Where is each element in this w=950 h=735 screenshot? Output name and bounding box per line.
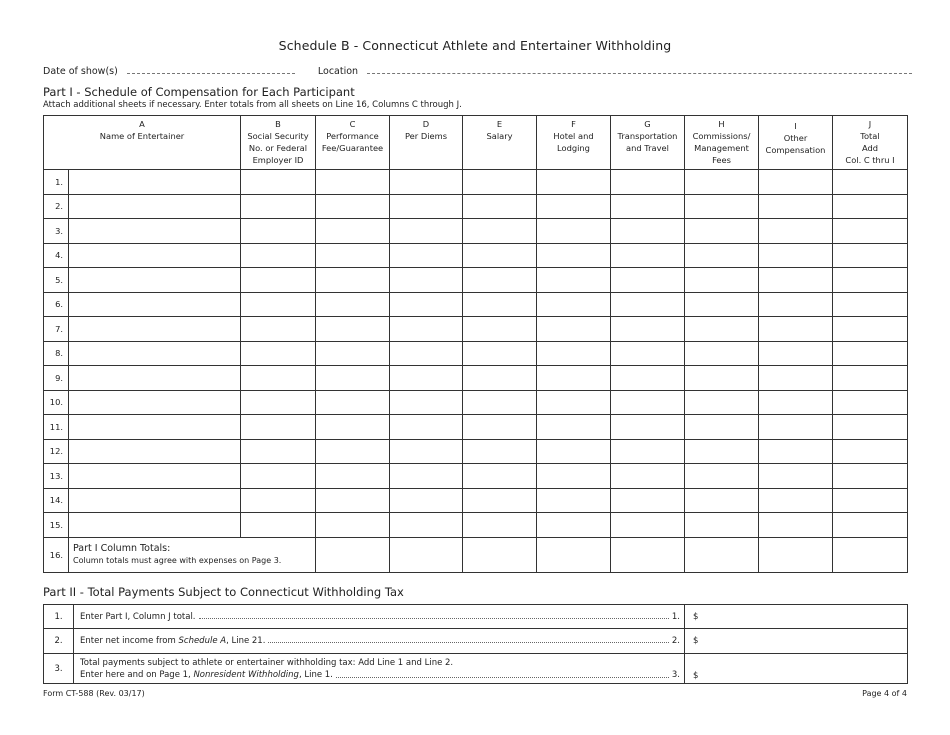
cell-d[interactable] xyxy=(390,366,463,391)
column-label: Transportation xyxy=(617,131,678,141)
cell-a[interactable] xyxy=(69,366,241,391)
cell-c[interactable] xyxy=(316,464,390,489)
part2-line-1 xyxy=(44,605,908,629)
cell-e[interactable] xyxy=(463,513,537,538)
column-label: No. or Federal xyxy=(248,143,308,153)
cell-d[interactable] xyxy=(390,513,463,538)
cell-h[interactable] xyxy=(685,439,759,464)
cell-e[interactable] xyxy=(463,194,537,219)
cell-j[interactable] xyxy=(833,243,908,268)
cell-b[interactable] xyxy=(241,317,316,342)
table-row xyxy=(44,366,908,391)
cell-f[interactable] xyxy=(537,439,611,464)
cell-a[interactable] xyxy=(69,317,241,342)
cell-j[interactable] xyxy=(833,366,908,391)
row-number: 1. xyxy=(44,170,69,195)
line-text: Enter here and on Page 1, xyxy=(80,669,194,680)
location-field[interactable] xyxy=(367,64,912,74)
column-header-f xyxy=(537,116,611,170)
column-label: Col. C thru I xyxy=(845,155,895,165)
cell-j[interactable] xyxy=(833,341,908,366)
line-text: Enter net income from xyxy=(80,636,179,646)
column-letter: I xyxy=(794,121,797,131)
line-text-emphasis: Nonresident Withholding xyxy=(193,669,299,680)
cell-c[interactable] xyxy=(316,219,390,244)
location-label: Location xyxy=(317,66,359,77)
cell-e[interactable] xyxy=(463,488,537,513)
cell-d[interactable] xyxy=(390,488,463,513)
cell-d[interactable] xyxy=(390,194,463,219)
cell-a[interactable] xyxy=(69,488,241,513)
cell-e[interactable] xyxy=(463,243,537,268)
row-number: 9. xyxy=(44,366,69,391)
cell-e[interactable] xyxy=(463,366,537,391)
table-row xyxy=(44,415,908,440)
cell-c[interactable] xyxy=(316,194,390,219)
cell-b[interactable] xyxy=(241,268,316,293)
cell-a[interactable] xyxy=(69,341,241,366)
total-cell-e[interactable] xyxy=(463,537,537,572)
cell-b[interactable] xyxy=(241,219,316,244)
column-label: Add xyxy=(861,143,879,153)
column-label: Management xyxy=(694,143,749,153)
cell-j[interactable] xyxy=(833,170,908,195)
line-number: 2. xyxy=(44,629,74,654)
table-row xyxy=(44,268,908,293)
column-label: Commissions/ xyxy=(692,131,751,141)
total-cell-h[interactable] xyxy=(685,537,759,572)
schedule-body xyxy=(44,170,908,573)
column-label: Other xyxy=(783,133,808,143)
column-letter: C xyxy=(349,119,356,129)
table-row xyxy=(44,464,908,489)
cell-h[interactable] xyxy=(685,415,759,440)
cell-d[interactable] xyxy=(390,243,463,268)
line-number: 1. xyxy=(44,605,74,629)
column-label: Lodging xyxy=(557,143,590,153)
table-row xyxy=(44,317,908,342)
cell-i[interactable] xyxy=(759,194,833,219)
cell-i[interactable] xyxy=(759,439,833,464)
cell-c[interactable] xyxy=(316,439,390,464)
total-cell-j[interactable] xyxy=(833,537,908,572)
column-header-i xyxy=(759,116,833,170)
column-header-h xyxy=(685,116,759,170)
cell-g[interactable] xyxy=(611,513,685,538)
cell-b[interactable] xyxy=(241,513,316,538)
totals-label-cell xyxy=(69,537,316,572)
cell-g[interactable] xyxy=(611,488,685,513)
line-text: Enter Part I, Column J total. xyxy=(80,611,196,622)
line-description xyxy=(74,629,685,654)
part1-title: Part I - Schedule of Compensation for Each Participant xyxy=(43,85,355,99)
cell-d[interactable] xyxy=(390,317,463,342)
cell-b[interactable] xyxy=(241,488,316,513)
table-row xyxy=(44,341,908,366)
column-header-b xyxy=(241,116,316,170)
cell-e[interactable] xyxy=(463,439,537,464)
column-label: Hotel and xyxy=(553,131,594,141)
cell-i[interactable] xyxy=(759,243,833,268)
column-letter: H xyxy=(718,119,725,129)
cell-f[interactable] xyxy=(537,243,611,268)
cell-e[interactable] xyxy=(463,390,537,415)
cell-c[interactable] xyxy=(316,415,390,440)
part2-table xyxy=(43,604,908,684)
cell-f[interactable] xyxy=(537,464,611,489)
cell-f[interactable] xyxy=(537,219,611,244)
form-number: Form CT-588 (Rev. 03/17) xyxy=(43,689,145,698)
cell-c[interactable] xyxy=(316,488,390,513)
column-header-a xyxy=(44,116,241,170)
column-letter: E xyxy=(496,119,503,129)
column-letter: D xyxy=(422,119,430,129)
cell-a[interactable] xyxy=(69,243,241,268)
row-number: 14. xyxy=(44,488,69,513)
row-number: 7. xyxy=(44,317,69,342)
cell-a[interactable] xyxy=(69,292,241,317)
total-cell-c[interactable] xyxy=(316,537,390,572)
line-description xyxy=(74,605,685,629)
table-row xyxy=(44,243,908,268)
page-number: Page 4 of 4 xyxy=(862,689,907,698)
table-row xyxy=(44,219,908,244)
column-label: Employer ID xyxy=(252,155,304,165)
column-header-e xyxy=(463,116,537,170)
cell-j[interactable] xyxy=(833,194,908,219)
cell-a[interactable] xyxy=(69,390,241,415)
date-of-shows-label: Date of show(s) xyxy=(43,66,118,77)
totals-note: Column totals must agree with expenses on Page 3. xyxy=(73,556,282,565)
cell-e[interactable] xyxy=(463,415,537,440)
cell-g[interactable] xyxy=(611,243,685,268)
table-row xyxy=(44,439,908,464)
show-info xyxy=(43,64,907,77)
cell-e[interactable] xyxy=(463,219,537,244)
part1-instructions: Attach additional sheets if necessary. Enter totals from all sheets on Line 16, Columns C through J. xyxy=(43,100,462,110)
cell-a[interactable] xyxy=(69,219,241,244)
totals-label: Part I Column Totals: xyxy=(73,543,171,554)
cell-d[interactable] xyxy=(390,170,463,195)
cell-i[interactable] xyxy=(759,317,833,342)
cell-f[interactable] xyxy=(537,268,611,293)
table-row xyxy=(44,513,908,538)
column-label: Performance xyxy=(326,131,379,141)
row-number: 10. xyxy=(44,390,69,415)
page-title: Schedule B - Connecticut Athlete and Entertainer Withholding xyxy=(278,38,672,53)
line-ref: 2. xyxy=(671,636,680,646)
column-header-j xyxy=(833,116,908,170)
cell-j[interactable] xyxy=(833,317,908,342)
cell-d[interactable] xyxy=(390,292,463,317)
cell-g[interactable] xyxy=(611,366,685,391)
cell-g[interactable] xyxy=(611,292,685,317)
row-number: 8. xyxy=(44,341,69,366)
cell-j[interactable] xyxy=(833,219,908,244)
total-cell-f[interactable] xyxy=(537,537,611,572)
column-label: Social Security xyxy=(247,131,309,141)
cell-j[interactable] xyxy=(833,268,908,293)
cell-b[interactable] xyxy=(241,243,316,268)
cell-c[interactable] xyxy=(316,341,390,366)
row-number: 15. xyxy=(44,513,69,538)
cell-e[interactable] xyxy=(463,464,537,489)
cell-g[interactable] xyxy=(611,194,685,219)
cell-i[interactable] xyxy=(759,390,833,415)
row-number: 16. xyxy=(44,537,69,572)
line-ref: 1. xyxy=(671,611,680,622)
column-letter: G xyxy=(644,119,651,129)
cell-e[interactable] xyxy=(463,170,537,195)
cell-e[interactable] xyxy=(463,341,537,366)
cell-e[interactable] xyxy=(463,292,537,317)
column-label: and Travel xyxy=(626,143,669,153)
column-label: Per Diems xyxy=(404,131,448,141)
cell-j[interactable] xyxy=(833,292,908,317)
cell-h[interactable] xyxy=(685,464,759,489)
cell-f[interactable] xyxy=(537,513,611,538)
line-text: Total payments subject to athlete or entertainer withholding tax: Add Line 1 and Line 2. xyxy=(80,657,454,668)
cell-b[interactable] xyxy=(241,194,316,219)
row-number: 2. xyxy=(44,194,69,219)
cell-a[interactable] xyxy=(69,194,241,219)
column-letter: J xyxy=(868,119,872,129)
line-3-amount[interactable]: $ xyxy=(685,654,908,684)
table-row xyxy=(44,194,908,219)
line-ref: 3. xyxy=(671,669,680,680)
cell-c[interactable] xyxy=(316,268,390,293)
cell-b[interactable] xyxy=(241,170,316,195)
cell-g[interactable] xyxy=(611,317,685,342)
cell-f[interactable] xyxy=(537,292,611,317)
total-cell-g[interactable] xyxy=(611,537,685,572)
cell-b[interactable] xyxy=(241,366,316,391)
row-number: 5. xyxy=(44,268,69,293)
cell-a[interactable] xyxy=(69,513,241,538)
cell-i[interactable] xyxy=(759,366,833,391)
part2-line-2 xyxy=(44,629,908,654)
column-label: Salary xyxy=(486,131,513,141)
cell-a[interactable] xyxy=(69,464,241,489)
cell-h[interactable] xyxy=(685,243,759,268)
cell-b[interactable] xyxy=(241,390,316,415)
cell-i[interactable] xyxy=(759,415,833,440)
column-letter: B xyxy=(275,119,281,129)
cell-j[interactable] xyxy=(833,464,908,489)
cell-a[interactable] xyxy=(69,170,241,195)
column-header-g xyxy=(611,116,685,170)
cell-e[interactable] xyxy=(463,268,537,293)
line-description xyxy=(74,654,685,684)
line-text: , Line 1. xyxy=(298,669,333,680)
line-2-amount[interactable]: $ xyxy=(685,629,908,654)
cell-g[interactable] xyxy=(611,219,685,244)
line-number: 3. xyxy=(44,654,74,684)
table-row xyxy=(44,292,908,317)
cell-i[interactable] xyxy=(759,513,833,538)
table-row xyxy=(44,488,908,513)
cell-d[interactable] xyxy=(390,439,463,464)
cell-g[interactable] xyxy=(611,170,685,195)
cell-b[interactable] xyxy=(241,415,316,440)
cell-f[interactable] xyxy=(537,390,611,415)
row-number: 12. xyxy=(44,439,69,464)
cell-i[interactable] xyxy=(759,268,833,293)
cell-d[interactable] xyxy=(390,464,463,489)
cell-g[interactable] xyxy=(611,390,685,415)
cell-h[interactable] xyxy=(685,317,759,342)
cell-j[interactable] xyxy=(833,513,908,538)
cell-b[interactable] xyxy=(241,464,316,489)
cell-d[interactable] xyxy=(390,390,463,415)
cell-e[interactable] xyxy=(463,317,537,342)
cell-h[interactable] xyxy=(685,292,759,317)
cell-g[interactable] xyxy=(611,268,685,293)
cell-g[interactable] xyxy=(611,439,685,464)
cell-j[interactable] xyxy=(833,439,908,464)
table-row xyxy=(44,390,908,415)
cell-f[interactable] xyxy=(537,317,611,342)
cell-c[interactable] xyxy=(316,390,390,415)
cell-c[interactable] xyxy=(316,317,390,342)
cell-h[interactable] xyxy=(685,219,759,244)
cell-h[interactable] xyxy=(685,194,759,219)
cell-f[interactable] xyxy=(537,170,611,195)
row-number: 3. xyxy=(44,219,69,244)
column-header-d xyxy=(390,116,463,170)
table-row xyxy=(44,170,908,195)
line-1-amount[interactable]: $ xyxy=(685,605,908,629)
cell-g[interactable] xyxy=(611,464,685,489)
cell-h[interactable] xyxy=(685,366,759,391)
cell-f[interactable] xyxy=(537,341,611,366)
cell-a[interactable] xyxy=(69,415,241,440)
column-header-c xyxy=(316,116,390,170)
column-label: Fees xyxy=(712,155,731,165)
column-label: Total xyxy=(860,131,880,141)
cell-d[interactable] xyxy=(390,341,463,366)
column-label: Name of Entertainer xyxy=(99,131,185,141)
part2-title: Part II - Total Payments Subject to Connecticut Withholding Tax xyxy=(43,585,404,599)
line-text: , Line 21. xyxy=(226,636,266,646)
column-totals-row xyxy=(44,537,908,572)
row-number: 11. xyxy=(44,415,69,440)
cell-h[interactable] xyxy=(685,513,759,538)
cell-a[interactable] xyxy=(69,268,241,293)
cell-d[interactable] xyxy=(390,219,463,244)
cell-f[interactable] xyxy=(537,488,611,513)
row-number: 4. xyxy=(44,243,69,268)
column-label: Compensation xyxy=(765,145,826,155)
cell-i[interactable] xyxy=(759,488,833,513)
cell-c[interactable] xyxy=(316,170,390,195)
cell-i[interactable] xyxy=(759,170,833,195)
cell-c[interactable] xyxy=(316,366,390,391)
cell-g[interactable] xyxy=(611,341,685,366)
cell-i[interactable] xyxy=(759,341,833,366)
column-label: Fee/Guarantee xyxy=(321,143,384,153)
compensation-schedule-table xyxy=(43,115,908,573)
cell-i[interactable] xyxy=(759,464,833,489)
row-number: 6. xyxy=(44,292,69,317)
cell-j[interactable] xyxy=(833,488,908,513)
part2-line-3 xyxy=(44,654,908,684)
schedule-header-row xyxy=(44,116,908,170)
cell-f[interactable] xyxy=(537,415,611,440)
cell-b[interactable] xyxy=(241,341,316,366)
cell-h[interactable] xyxy=(685,268,759,293)
cell-g[interactable] xyxy=(611,415,685,440)
cell-d[interactable] xyxy=(390,268,463,293)
cell-d[interactable] xyxy=(390,415,463,440)
cell-c[interactable] xyxy=(316,292,390,317)
cell-b[interactable] xyxy=(241,292,316,317)
cell-h[interactable] xyxy=(685,341,759,366)
column-letter: F xyxy=(571,119,576,129)
cell-a[interactable] xyxy=(69,439,241,464)
row-number: 13. xyxy=(44,464,69,489)
cell-c[interactable] xyxy=(316,513,390,538)
total-cell-i[interactable] xyxy=(759,537,833,572)
date-of-shows-field[interactable] xyxy=(127,64,295,74)
column-letter: A xyxy=(139,119,145,129)
total-cell-d[interactable] xyxy=(390,537,463,572)
cell-h[interactable] xyxy=(685,488,759,513)
line-text-emphasis: Schedule A xyxy=(178,636,227,646)
cell-f[interactable] xyxy=(537,366,611,391)
cell-i[interactable] xyxy=(759,219,833,244)
cell-h[interactable] xyxy=(685,170,759,195)
cell-j[interactable] xyxy=(833,390,908,415)
cell-j[interactable] xyxy=(833,415,908,440)
cell-h[interactable] xyxy=(685,390,759,415)
cell-c[interactable] xyxy=(316,243,390,268)
cell-b[interactable] xyxy=(241,439,316,464)
cell-f[interactable] xyxy=(537,194,611,219)
cell-i[interactable] xyxy=(759,292,833,317)
